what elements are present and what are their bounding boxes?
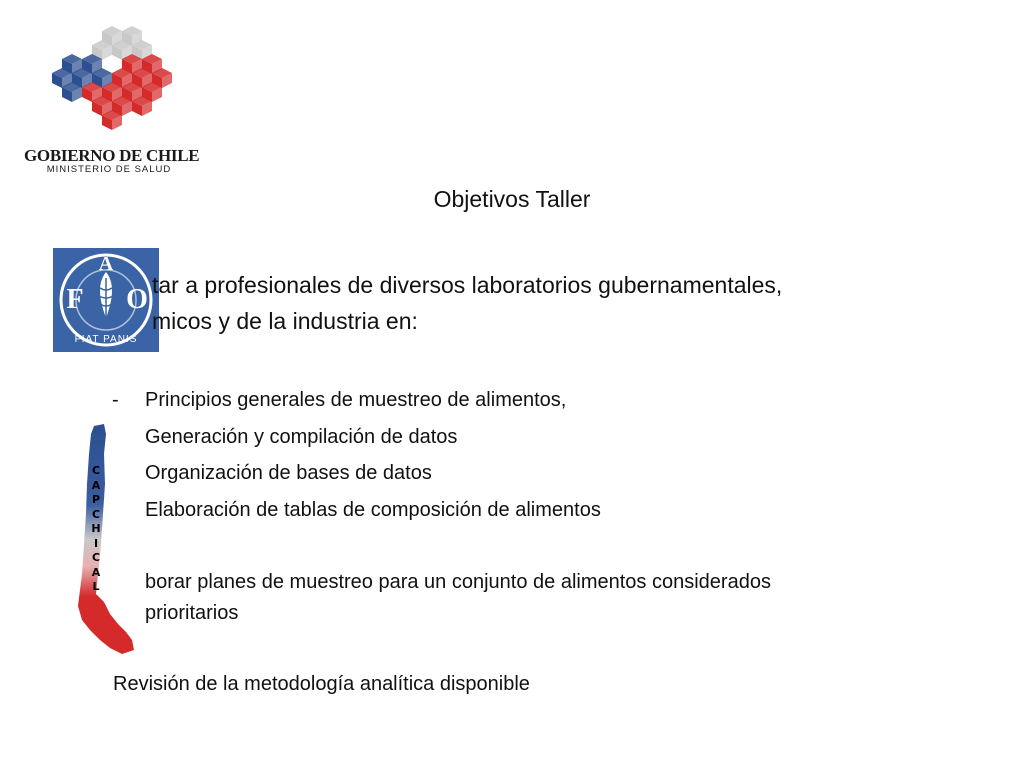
fao-letter-f: F: [66, 284, 84, 315]
capchical-letter: A: [91, 478, 101, 492]
capchical-letter: A: [91, 565, 101, 579]
list-item-text: Organización de bases de datos: [145, 462, 432, 484]
objectives-list: [112, 382, 812, 528]
list-item: [112, 492, 812, 529]
intro-paragraph: [152, 267, 972, 339]
plan-line: borar planes de muestreo para un conjunto de alimentos considerados: [145, 571, 771, 593]
capchical-letter: C: [91, 551, 101, 564]
intro-line: micos y de la industria en:: [152, 308, 418, 334]
list-item: [112, 382, 812, 419]
intro-line: tar a profesionales de diversos laboratorios gubernamentales,: [152, 272, 783, 298]
fao-letter-o: O: [126, 284, 148, 315]
capchical-letter: C: [91, 507, 101, 521]
org-subtitle: MINISTERIO DE SALUD: [46, 164, 172, 175]
fao-logo: [53, 248, 159, 352]
fao-motto: FIAT PANIS: [74, 334, 138, 345]
capchical-letter: C: [91, 464, 101, 477]
list-item: [112, 455, 812, 492]
capchical-letter: L: [92, 580, 100, 593]
capchical-letter: I: [93, 536, 99, 550]
list-item-text: Elaboración de tablas de composición de alimentos: [145, 498, 601, 521]
capchical-letter: P: [91, 493, 101, 506]
org-name: GOBIERNO DE CHILE: [24, 146, 200, 165]
list-item: [112, 419, 812, 456]
capchical-letter: H: [91, 522, 101, 535]
list-item-text: Principios generales de muestreo de alimentos,: [145, 389, 567, 411]
capchical-wordmark: [86, 464, 106, 595]
plan-paragraph: [145, 567, 925, 629]
list-item-text: Generación y compilación de datos: [145, 425, 458, 448]
slide-title: Objetivos Taller: [433, 186, 591, 212]
fao-letter-a: A: [98, 253, 114, 275]
bullet-dash: -: [112, 389, 119, 411]
revision-text: Revisión de la metodología analítica disponible: [113, 673, 530, 695]
plan-line: prioritarios: [145, 602, 239, 624]
